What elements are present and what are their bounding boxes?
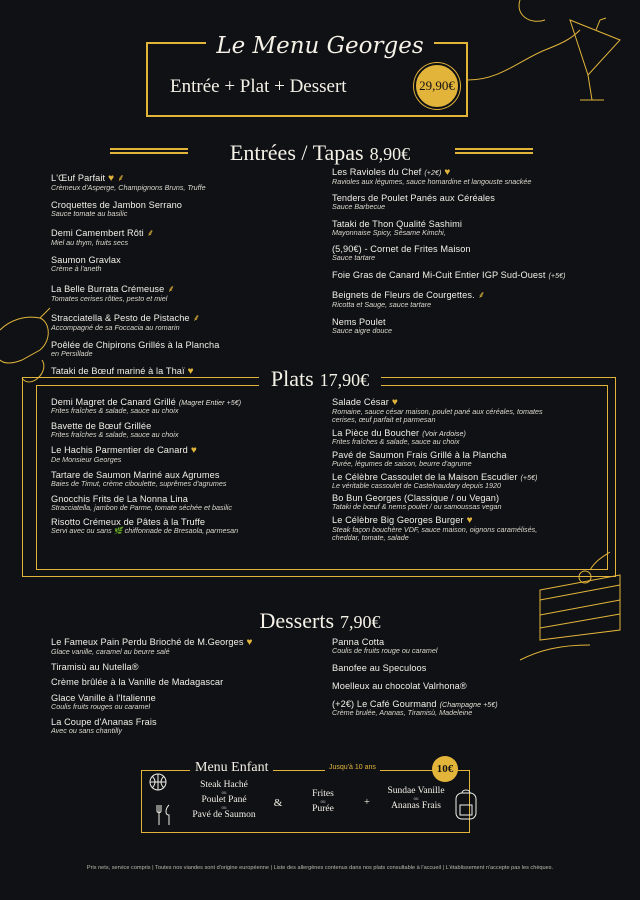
enfant-choice-side: Frites ou Purée (312, 789, 334, 815)
heart-icon: ♥ (190, 444, 197, 456)
menu-item-description: Frites fraîches & salade, sauce au choix (332, 437, 460, 447)
heart-icon: ♥ (246, 637, 253, 648)
menu-item-name: Saumon Gravlax (51, 255, 121, 266)
desserts-heading: Desserts 7,90€ (259, 608, 381, 633)
plats-right-column (332, 397, 557, 546)
menu-item-description: en Persillade (51, 349, 93, 359)
menu-item-name: Bavette de Bœuf Grillée (51, 420, 152, 431)
vegetarian-leaf-icon: ⸙ (192, 313, 201, 325)
wine-bottle-icon (0, 317, 48, 363)
menu-item-name: Tataki de Thon Qualité Sashimi (332, 218, 462, 229)
enfant-and: & (273, 797, 283, 809)
menu-item (332, 450, 557, 468)
enfant-choice-main: Steak Haché ou Poulet Pané ou Pavé de Saumon (192, 780, 256, 821)
menu-item (332, 472, 557, 490)
menu-item (332, 428, 557, 446)
backpack-icon (452, 787, 480, 821)
menu-item-description: Sauce tomate au basilic (51, 208, 128, 218)
menu-item-supplement: (+2€) (424, 170, 442, 177)
menu-item (51, 397, 276, 415)
menu-item-name: Crème brûlée à la Vanille de Madagascar (51, 677, 224, 688)
menu-item-description: Stracciatella, jambon de Parme, tomate séchée et basilic (51, 502, 232, 512)
menu-item (51, 421, 276, 439)
menu-enfant-price-badge: 10€ (432, 756, 458, 782)
menu-item-name: Glace Vanille à l'Italienne (51, 692, 156, 703)
menu-enfant-title: Menu Enfant (190, 760, 273, 776)
menu-item-supplement: (Magret Entier +5€) (178, 400, 242, 407)
menu-item-name: Le Fameux Pain Perdu Brioché de M.Georges ♥ (51, 637, 253, 648)
menu-item-name: Le Célèbre Big Georges Burger ♥ (332, 515, 473, 527)
menu-item (332, 699, 498, 717)
menu-item (51, 677, 253, 687)
menu-item (332, 270, 566, 280)
menu-item-name: Le Célèbre Cassoulet de la Maison Escudier (+5€) (332, 471, 538, 482)
menu-title: Le Menu Georges (0, 33, 640, 59)
menu-item-description: Sauce Barbecue (332, 202, 386, 212)
vegetarian-leaf-icon: ⸙ (117, 173, 125, 184)
menu-item-supplement: (+5€) (548, 272, 566, 280)
menu-item-description: Ravioles aux légumes, sauce homardine et langouste snackée (332, 177, 532, 186)
menu-item-name: La Belle Burrata Crémeuse ⸙ (51, 283, 175, 295)
menu-item (51, 310, 219, 332)
menu-item-description: Crème à l'aneth (51, 264, 102, 274)
menu-price-badge: 29,90€ (414, 63, 460, 109)
menu-item-name: (5,90€) - Cornet de Frites Maison (332, 244, 471, 255)
menu-item-description: Glace vanille, caramel au beurre salé (51, 647, 170, 656)
menu-item-description: Baies de Timut, crème ciboulette, suprêmes d'agrumes (51, 478, 227, 488)
menu-item-name: Demi Camembert Rôti ⸙ (51, 228, 155, 240)
menu-item-description: Coulis fruits rouges ou caramel (51, 701, 151, 711)
heart-icon: ♥ (108, 173, 115, 184)
menu-item-name: Bo Bun Georges (Classique / ou Vegan) (332, 493, 500, 504)
menu-item-name: Foie Gras de Canard Mi-Cuit Entier IGP Sud-Ouest (+5€) (332, 269, 566, 280)
menu-item-name: Stracciatella & Pesto de Pistache ⸙ (51, 313, 201, 325)
menu-item-description: Mayonnaise Spicy, Sésame Kimchi, (332, 227, 446, 237)
menu-item (332, 219, 566, 237)
desserts-right-column (332, 637, 498, 726)
menu-item-name: L'Œuf Parfait ♥ ⸙ (51, 173, 125, 184)
menu-item (51, 225, 219, 247)
menu-item-name: Banofee au Speculoos (332, 663, 427, 674)
menu-item (332, 637, 498, 655)
menu-item (51, 470, 276, 488)
heart-icon: ♥ (444, 167, 451, 178)
menu-item (332, 244, 566, 262)
menu-item-description: Le véritable cassoulet de Castelnaudary depuis 1920 (332, 480, 502, 490)
menu-item-name: Panna Cotta (332, 637, 385, 647)
menu-item (332, 681, 498, 691)
heart-icon: ♥ (466, 515, 473, 527)
menu-item (332, 493, 557, 511)
menu-item (51, 281, 219, 303)
menu-item (332, 397, 557, 425)
menu-item-name: Tataki de Bœuf mariné à la Thaï ♥ (51, 365, 194, 377)
menu-item-name: Risotto Crémeux de Pâtes à la Truffe (51, 517, 206, 528)
entrees-heading: Entrées / Tapas 8,90€ (229, 140, 411, 165)
entrees-right-column (332, 167, 566, 342)
menu-item-name: Tiramisù au Nutella® (51, 661, 139, 672)
enfant-plus: + (364, 797, 370, 808)
menu-item-name: Demi Magret de Canard Grillé (Magret Entier +5€) (51, 397, 242, 407)
menu-item-description: Accompagné de sa Foccacia au romarin (51, 323, 180, 333)
menu-item-name: La Pièce du Boucher (Voir Ardoise) (332, 428, 466, 439)
menu-item (51, 200, 219, 218)
menu-item (51, 517, 276, 535)
menu-enfant-age: Jusqu'à 10 ans (325, 764, 380, 771)
footer-notice: Prix nets, service compris | Toutes nos viandes sont d'origine européenne | Liste des allergènes contenus dans nos plats consultable à l'accueil | L'établissement n'accepte pas les chèques. (86, 865, 554, 871)
menu-item (332, 167, 566, 186)
menu-item-name: (+2€) Le Café Gourmand (Champagne +5€) (332, 699, 498, 710)
menu-item-description: Crèmeux d'Asperge, Champignons Bruns, Truffe (51, 183, 206, 192)
menu-item-name: La Coupe d'Ananas Frais (51, 716, 157, 727)
menu-item-supplement: (+5€) (520, 474, 538, 482)
menu-item-name: Beignets de Fleurs de Courgettes. ⸙ (332, 290, 486, 302)
menu-item-description: De Monsieur Georges (51, 454, 122, 464)
plats-left-column (51, 397, 276, 541)
menu-item-description: Avec ou sans chantilly (51, 725, 122, 735)
menu-item-name: Poêlée de Chipirons Grillés à la Plancha (51, 340, 220, 351)
menu-item-name: Pavé de Saumon Frais Grillé à la Plancha (332, 449, 507, 460)
menu-item-name: Nems Poulet (332, 316, 386, 327)
menu-item-name: Croquettes de Jambon Serrano (51, 199, 182, 210)
menu-item-name: Salade César ♥ (332, 397, 398, 408)
menu-item-description: Romaine, sauce césar maison, poulet pané aux céréales, tomates cerises, œuf parfait et parmesan (332, 407, 543, 425)
menu-item-description: Crème brulée, Ananas, Tiramisù, Madeleine (332, 708, 473, 718)
menu-item-description: Frites fraîches & salade, sauce au choix (51, 429, 179, 439)
menu-item-description: Tataki de bœuf & nems poulet / ou samoussas vegan (332, 502, 502, 512)
menu-item-description: Miel au thym, fruits secs (51, 238, 129, 248)
desserts-left-column (51, 637, 253, 740)
menu-item (51, 693, 253, 711)
menu-item-name: Tartare de Saumon Mariné aux Agrumes (51, 469, 220, 480)
menu-item-description: Purée, légumes de saison, beurre d'agrume (332, 458, 472, 468)
menu-item-name: Moelleux au chocolat Valrhona® (332, 681, 467, 692)
menu-item (332, 317, 566, 335)
menu-item (332, 663, 498, 673)
menu-item (51, 445, 276, 464)
menu-item-description: Steak façon bouchère VDF, sauce maison, oignons caramélisés, cheddar, tomate, salade (332, 525, 538, 543)
vegetarian-leaf-icon: ⸙ (146, 228, 155, 240)
fork-knife-icon (155, 803, 175, 827)
menu-item-supplement: (Voir Ardoise) (422, 431, 466, 439)
heart-icon: ♥ (391, 397, 398, 408)
menu-subtitle: Entrée + Plat + Dessert (170, 76, 347, 97)
heart-icon: ♥ (187, 365, 194, 377)
plats-heading: Plats 17,90€ (0, 366, 640, 392)
enfant-choice-dessert: Sundae Vanille ou Ananas Frais (387, 786, 445, 812)
menu-item (51, 170, 219, 192)
menu-item-name: Le Hachis Parmentier de Canard ♥ (51, 444, 197, 456)
menu-item-name: Les Ravioles du Chef (+2€) ♥ (332, 167, 451, 178)
menu-item-description: Tomates cerises rôties, pesto et miel (51, 293, 168, 303)
menu-item (51, 255, 219, 273)
menu-item (332, 287, 566, 309)
menu-item-description: Sauce aigre douce (332, 325, 392, 335)
menu-item-description: Sauce tartare (332, 253, 376, 263)
menu-item-name: Gnocchis Frits de La Nonna Lina (51, 493, 188, 504)
menu-item (51, 717, 253, 735)
menu-item-description: Frites fraîches & salade, sauce au choix (51, 406, 179, 415)
vegetarian-leaf-icon: ⸙ (477, 290, 486, 302)
menu-item-description: Servi avec ou sans 🌿 chiffonnade de Bresaola, parmesan (51, 526, 239, 536)
entrees-left-column (51, 170, 219, 384)
vegetarian-leaf-icon: ⸙ (167, 283, 175, 295)
menu-item (51, 340, 219, 358)
menu-item (332, 515, 557, 543)
menu-item (51, 662, 253, 672)
menu-item (332, 193, 566, 211)
menu-item-description: Ricotta et Sauge, sauce tartare (332, 300, 432, 310)
menu-item (51, 494, 276, 512)
menu-item-supplement: (Champagne +5€) (439, 702, 498, 710)
menu-item (51, 637, 253, 656)
basketball-icon (148, 772, 168, 792)
menu-item-description: Coulis de fruits rouge ou caramel (332, 646, 438, 655)
menu-item-name: Tenders de Poulet Panés aux Céréales (332, 193, 495, 204)
